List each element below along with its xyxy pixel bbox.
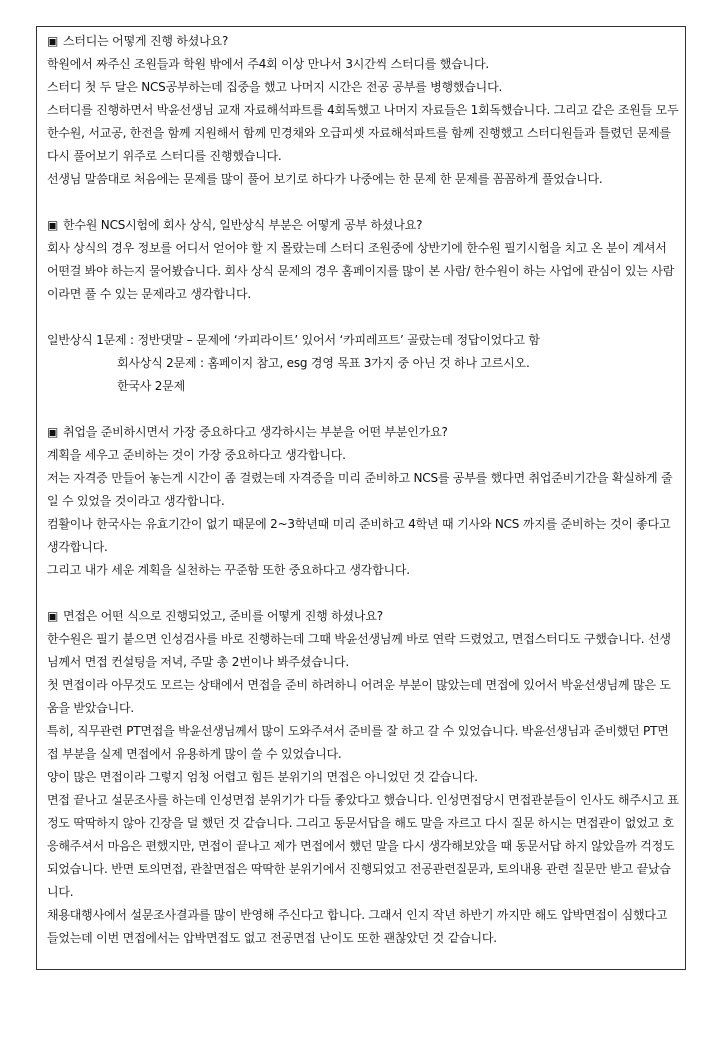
paragraph: 학원에서 짜주신 조원들과 학원 밖에서 주4회 이상 만나서 3시간씩 스터디를 했습니다. — [47, 57, 489, 71]
question-text: 한수원 NCS시험에 회사 상식, 일반상식 부분은 어떻게 공부 하셨나요? — [63, 218, 423, 232]
paragraph: 양이 많은 면접이라 그렇지 엄청 어렵고 힘든 분위기의 면접은 아니었던 것 같습니다. — [47, 770, 478, 784]
section-study — [47, 30, 679, 191]
question-heading — [47, 421, 679, 444]
square-bullet-icon: ▣ — [47, 425, 59, 439]
square-bullet-icon: ▣ — [47, 218, 59, 232]
paragraph: 저는 자격증 만들어 놓는게 시간이 좀 걸렸는데 자격증을 미리 준비하고 NCS를 공부를 했다면 취업준비기간을 확실하게 줄일 수 있었을 것이라고 생각합니다. — [47, 471, 673, 508]
question-heading — [47, 214, 679, 237]
paragraph: 계획을 세우고 준비하는 것이 가장 중요하다고 생각합니다. — [47, 448, 346, 462]
paragraph: 선생님 말씀대로 처음에는 문제를 많이 풀어 보기로 하다가 나중에는 한 문제 한 문제를 꼼꼼하게 풀었습니다. — [47, 172, 603, 186]
question-heading — [47, 30, 679, 53]
paragraph: 첫 면접이라 아무것도 모르는 상태에서 면접을 준비 하려하니 어려운 부분이 많았는데 면접에 있어서 박윤선생님께 많은 도움을 받았습니다. — [47, 678, 671, 715]
list-item: 회사상식 2문제 : 홈페이지 참고, esg 경영 목표 3가지 중 아닌 것 하나 고르시오. — [117, 356, 530, 370]
paragraph: 스터디를 진행하면서 박윤선생님 교재 자료해석파트를 4회독했고 나머지 자료들은 1회독했습니다. 그리고 같은 조원들 모두 한수원, 서교공, 한전을 함께 지원해서 함께 민경채와 오급피셋 자료해석파트를 함께 진행했고 스터디원들과 틀렸던 문제를 다시 풀어보기 위주로 스터디를 진행했습니다. — [47, 103, 679, 163]
document-body — [47, 30, 679, 973]
spacer — [47, 306, 679, 329]
square-bullet-icon: ▣ — [47, 609, 59, 623]
section-interview — [47, 605, 679, 950]
paragraph: 면접 끝나고 설문조사를 하는데 인성면접 분위기가 다들 좋았다고 했습니다. 인성면접당시 면접관분들이 인사도 해주시고 표정도 딱딱하지 않아 긴장을 덜 했던 것 같습니다. 그리고 동문서답을 해도 말을 자르고 다시 질문 하시는 면접관이 없었고 호응해주셔서 마음은 편했지만, 면접이 끝나고 제가 면접에서 했던 말을 다시 생각해보았을 때 동문서답 하지 않았을까 걱정도 되었습니다. 반면 토의면접, 관찰면접은 딱딱한 분위기에서 진행되었고 전공관련질문과, 토의내용 관련 질문만 받고 끝났습니다. — [47, 793, 679, 899]
paragraph: 컴활이나 한국사는 유효기간이 없기 때문에 2~3학년때 미리 준비하고 4학년 때 기사와 NCS 까지를 준비하는 것이 좋다고 생각합니다. — [47, 517, 671, 554]
section-job-prep — [47, 421, 679, 582]
paragraph: 한수원은 필기 붙으면 인성검사를 바로 진행하는데 그때 박윤선생님께 바로 연락 드렸었고, 면접스터디도 구했습니다. 선생님께서 면접 컨설팅을 저녁, 주말 총 2번이나 봐주셨습니다. — [47, 632, 671, 669]
paragraph: 특히, 직무관련 PT면접을 박윤선생님께서 많이 도와주셔서 준비를 잘 하고 갈 수 있었습니다. 박윤선생님과 준비했던 PT면접 부분을 실제 면접에서 유용하게 많이 쓸 수 있었습니다. — [47, 724, 669, 761]
list-item: 한국사 2문제 — [117, 379, 186, 393]
paragraph: 채용대행사에서 설문조사결과를 많이 반영해 주신다고 합니다. 그래서 인지 작년 하반기 까지만 해도 압박면접이 심했다고 들었는데 이번 면접에서는 압박면접도 없고 전공면접 난이도 또한 괜찮았던 것 같습니다. — [47, 908, 668, 945]
list-item: 일반상식 1문제 : 정반댓말 – 문제에 ‘카피라이트’ 있어서 ‘카피레프트’ 골랐는데 정답이었다고 함 — [47, 333, 540, 347]
question-text: 취업을 준비하시면서 가장 중요하다고 생각하시는 부분을 어떤 부분인가요? — [63, 425, 448, 439]
paragraph: 회사 상식의 경우 정보를 어디서 얻어야 할 지 몰랐는데 스터디 조원중에 상반기에 한수원 필기시험을 치고 온 분이 계셔서 어떤걸 봐야 하는지 물어봤습니다. 회사 상식 문제의 경우 홈페이지를 많이 본 사람/ 한수원이 하는 사업에 관심이 있는 사람이라면 풀 수 있는 문제라고 생각합니다. — [47, 241, 675, 301]
paragraph: 스터디 첫 두 달은 NCS공부하는데 집중을 했고 나머지 시간은 전공 공부를 병행했습니다. — [47, 80, 503, 94]
section-common-knowledge — [47, 214, 679, 398]
question-text: 면접은 어떤 식으로 진행되었고, 준비를 어떻게 진행 하셨나요? — [63, 609, 383, 623]
question-text: 스터디는 어떻게 진행 하셨나요? — [63, 34, 229, 48]
paragraph: 그리고 내가 세운 계획을 실천하는 꾸준함 또한 중요하다고 생각합니다. — [47, 563, 410, 577]
square-bullet-icon: ▣ — [47, 34, 59, 48]
question-heading — [47, 605, 679, 628]
